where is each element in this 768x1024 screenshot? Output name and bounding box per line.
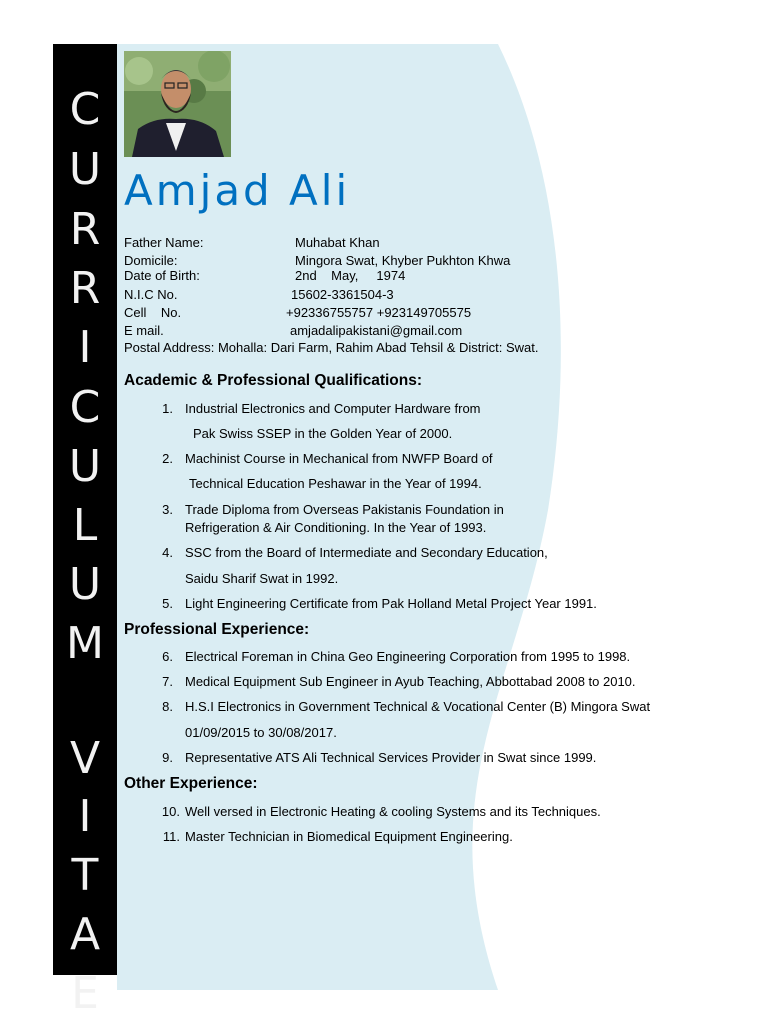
list-item: Representative ATS Ali Technical Services Provider in Swat since 1999. <box>185 750 597 765</box>
list-number: 1. <box>162 401 173 416</box>
list-number: 8. <box>162 699 173 714</box>
list-number: 9. <box>162 750 173 765</box>
list-item: Master Technician in Biomedical Equipment Engineering. <box>185 829 513 844</box>
list-number: 2. <box>162 451 173 466</box>
candidate-name: Amjad Ali <box>124 166 351 215</box>
list-number: 10. <box>161 804 180 819</box>
postal-address: Postal Address: Mohalla: Dari Farm, Rahim Abad Tehsil & District: Swat. <box>124 340 539 355</box>
curriculum-vitae-sidebar <box>53 44 117 1019</box>
list-item: Medical Equipment Sub Engineer in Ayub Teaching, Abbottabad 2008 to 2010. <box>185 674 636 689</box>
sidebar-letter: U <box>68 441 102 492</box>
list-item: SSC from the Board of Intermediate and Secondary Education, <box>185 545 548 560</box>
academic-heading: Academic & Professional Qualifications: <box>124 372 423 389</box>
portrait-image <box>124 51 231 157</box>
list-item: Well versed in Electronic Heating & cooling Systems and its Techniques. <box>185 804 601 819</box>
list-item: Trade Diploma from Overseas Pakistanis Foundation in <box>185 502 504 517</box>
list-item: H.S.I Electronics in Government Technical & Vocational Center (B) Mingora Swat <box>185 699 651 714</box>
domicile-value: Mingora Swat, Khyber Pukhton Khwa <box>295 253 511 268</box>
list-number: 7. <box>162 674 173 689</box>
sidebar-letter: E <box>71 968 99 1019</box>
list-item-continuation: Technical Education Peshawar in the Year of 1994. <box>189 476 482 491</box>
sidebar-letter: C <box>69 84 101 135</box>
list-item-continuation: Refrigeration & Air Conditioning. In the Year of 1993. <box>185 520 487 535</box>
sidebar-letter: I <box>78 791 92 842</box>
list-item: Industrial Electronics and Computer Hardware from <box>185 401 481 416</box>
sidebar-letter: T <box>71 850 99 901</box>
list-item: Machinist Course in Mechanical from NWFP Board of <box>185 451 493 466</box>
sidebar-letter: C <box>69 382 101 433</box>
email-label: E mail. <box>124 323 164 338</box>
email-value: amjadalipakistani@gmail.com <box>290 323 463 338</box>
sidebar-letter: M <box>66 618 104 669</box>
cell-label: Cell No. <box>124 305 182 320</box>
sidebar-letter: L <box>72 500 98 551</box>
father-name-value: Muhabat Khan <box>295 235 380 250</box>
list-number: 4. <box>162 545 173 560</box>
dob-label: Date of Birth: <box>124 268 200 283</box>
list-item-continuation: 01/09/2015 to 30/08/2017. <box>185 725 337 740</box>
list-number: 5. <box>162 596 173 611</box>
sidebar-letter: R <box>69 263 101 314</box>
father-name-label: Father Name: <box>124 235 204 250</box>
cell-value: +92336755757 +923149705575 <box>286 305 472 320</box>
sidebar-letter: I <box>78 322 92 373</box>
list-item-continuation: Saidu Sharif Swat in 1992. <box>185 571 339 586</box>
sidebar-letter: V <box>69 733 101 784</box>
profile-photo <box>124 51 231 157</box>
professional-heading: Professional Experience: <box>124 621 310 638</box>
list-item-continuation: Pak Swiss SSEP in the Golden Year of 2000. <box>193 426 453 441</box>
domicile-label: Domicile: <box>124 253 178 268</box>
dob-value: 2nd May, 1974 <box>295 268 406 283</box>
other-experience-heading: Other Experience: <box>124 775 258 792</box>
list-item: Light Engineering Certificate from Pak Holland Metal Project Year 1991. <box>185 596 597 611</box>
list-item: Electrical Foreman in China Geo Engineering Corporation from 1995 to 1998. <box>185 649 631 664</box>
list-number: 6. <box>162 649 173 664</box>
nic-label: N.I.C No. <box>124 287 178 302</box>
list-number: 3. <box>162 502 173 517</box>
sidebar-letter: U <box>68 559 102 610</box>
sidebar-letter: U <box>68 144 102 195</box>
nic-value: 15602-3361504-3 <box>291 287 394 302</box>
list-number: 11. <box>162 829 180 844</box>
sidebar-letter: R <box>69 204 101 255</box>
sidebar-letter: A <box>69 909 101 960</box>
